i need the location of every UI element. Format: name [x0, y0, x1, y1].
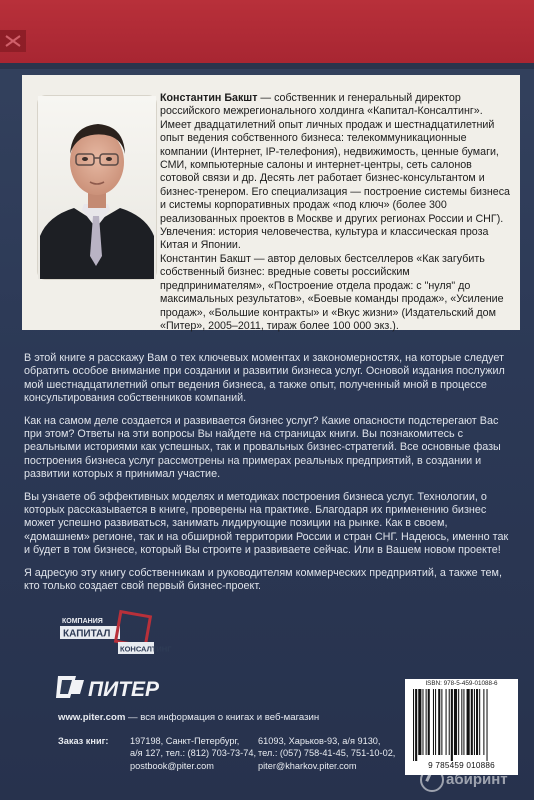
barcode-digits: 9 785459 010886 — [428, 761, 495, 770]
site-line — [58, 712, 319, 723]
orders-spb-line: postbook@piter.com — [130, 760, 214, 771]
kapital-konsalting-logo — [58, 612, 172, 660]
watermark-text: абиринт — [446, 770, 508, 788]
piter-logo — [56, 670, 186, 704]
orders-kharkov-line: 61093, Харьков-93, а/я 9130, — [258, 736, 381, 746]
author-portrait-image — [38, 96, 156, 279]
logo-kk-bottom-text: КОНСАЛТИНГ — [120, 644, 172, 654]
orders-kharkov-line: тел.: (057) 758-41-45, 751-10-02, — [258, 748, 396, 759]
isbn-label: ISBN: 978-5-459-01088-6 — [425, 680, 498, 687]
description-paragraph-2: Как на самом деле создается и развивается бизнес услуг? Какие опасности подстерегают Вас при этом? Ответы на эти вопросы Вы найдете на страницах книги. Вы познакомитесь с реальными историями как успешных, так и провальных бизнес-стратегий. Все основные фазы построения бизнеса услуг рассмотрены на примерах реальных предприятий, в создании и развитии которых я принимал участие. — [24, 414, 501, 481]
band-shadow — [0, 63, 534, 69]
author-name: Константин Бакшт — [160, 92, 258, 104]
book-description — [24, 352, 516, 603]
orders-spb — [130, 735, 256, 772]
logo-kk-mid-text: КАПИТАЛ — [63, 628, 111, 640]
corner-arrow-icon — [0, 30, 26, 52]
logo-kk-top-text: КОМПАНИЯ — [62, 618, 103, 625]
description-paragraph-1: В этой книге я расскажу Вам о тех ключевых моментах и закономерностях, на которые следует обратить особое внимание при создании и развитии бизнеса услуг. Основой издания послужил мой шестнадцатилетний опыт ведения бизнеса, а также опыт, полученный мной в процессе консультирования собственников компаний. — [24, 352, 505, 405]
orders-spb-line: а/я 127, тел.: (812) 703-73-74, — [130, 748, 256, 759]
site-url: www.piter.com — [58, 712, 126, 723]
orders-spb-line: 197198, Санкт-Петербург, — [130, 736, 240, 746]
bio-paragraph-1 — [160, 92, 510, 253]
orders-kharkov-line: piter@kharkov.piter.com — [258, 760, 357, 771]
description-paragraph-4: Я адресую эту книгу собственникам и руководителям коммерческих предприятий, а также тем, кто только создает свой первый бизнес-проект. — [24, 566, 502, 593]
labirint-logo-icon — [420, 768, 444, 792]
author-photo — [38, 96, 156, 279]
author-bio — [160, 92, 510, 333]
bio-paragraph-1-text: — собственник и генеральный директор российского межрегионального холдинга «Капитал-Консалтинг». Имеет двадцатилетний опыт личных продаж и шестнадцатилетний опыт ведения собственного бизнеса: телекоммуникационные компании (Интернет, IP-телефония), недвижимость, ценные бумаги, СМИ, компьютерные салоны и интернет-центры, сеть салонов сотовой связи и др. Десять лет работает бизнес-консультантом и бизнес-тренером. Его специализация — построение системы бизнеса и системы корпоративных продаж «под ключ» (более 300 реализованных проектов в Москве и других регионах России и СНГ). Увлечения: история человечества, культура и классическая проза Китая и Японии. — [160, 92, 510, 252]
orders-kharkov — [258, 735, 395, 772]
piter-logo-text: ПИТЕР — [88, 678, 160, 701]
barcode-box — [405, 679, 518, 775]
bio-paragraph-2: Константин Бакшт — автор деловых бестселлеров «Как загубить собственный бизнес: вредные советы российским предпринимателям», «Построение отдела продаж: с "нуля" до максимальных результатов», «Боевые команды продаж», «Усиление продаж», «Большие контракты» и «Вкус жизни» (Издательский дом «Питер», 2005–2011, тираж более 100 000 экз.). — [160, 252, 504, 332]
orders-label: Заказ книг: — [58, 736, 109, 746]
description-paragraph-3: Вы узнаете об эффективных моделях и методиках построения бизнеса услуг. Технологии, о которых рассказывается в книге, проверены на практике. Благодаря их применению бизнес может успешно развиваться, занимать лидирующие позиции на рынке. Как в своем, «домашнем» регионе, так и на обширной территории России и стран СНГ. Надеюсь, именно так и будет в том бизнесе, который Вы строите и развиваете сейчас. Или в Вашем новом проекте! — [24, 490, 509, 557]
labirint-watermark — [420, 768, 532, 796]
top-red-band — [0, 0, 534, 63]
barcode-icon — [411, 689, 512, 761]
site-description: — вся информация о книгах и веб-магазин — [125, 712, 320, 723]
